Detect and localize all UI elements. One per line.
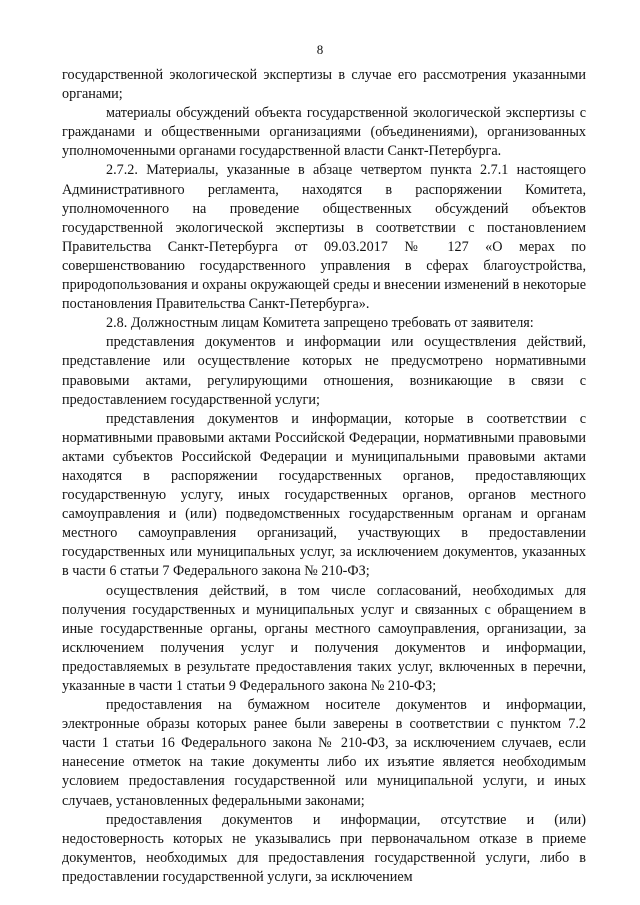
paragraph: представления документов и информации или осуществления действий, представление или осуществление которых не предусмотрено нормативными правовыми актами, регулирующими отношения, возникающие в связи с предоставлением государственной услуги; — [62, 334, 586, 408]
paragraph: 2.7.2. Материалы, указанные в абзаце четвертом пункта 2.7.1 настоящего Административного регламента, находятся в распоряжении Комитета, уполномоченного на проведение общественных обсуждений объектов государственной экологической экспертизы в соответствии с постановлением Правительства Санкт-Петербурга от 09.03.2017 № 127 «О мерах по совершенствованию государственного управления в сферах благоустройства, природопользования и охраны окружающей среды и внесении изменений в некоторые постановления Правительства Санкт-Петербурга». — [62, 162, 586, 313]
paragraph: осуществления действий, в том числе согласований, необходимых для получения государственных и муниципальных услуг и связанных с обращением в иные государственные органы, органы местного самоуправления, организации, за исключением получения услуг и получения документов и информации, предоставляемых в результате предоставления таких услуг, включенных в перечни, указанные в части 1 статьи 9 Федерального закона № 210-ФЗ; — [62, 582, 586, 694]
paragraph: предоставления документов и информации, отсутствие и (или) недостоверность которых не указывались при первоначальном отказе в приеме документов, необходимых для предоставления государственной услуги, либо в предоставлении государственной услуги, за исключением — [62, 811, 586, 885]
paragraph: представления документов и информации, которые в соответствии с нормативными правовыми актами Российской Федерации, нормативными правовыми актами субъектов Российской Федерации и муниципальными правовыми актами находятся в распоряжении государственных органов, предоставляющих государственную услугу, иных государственных органов, органов местного самоуправления и (или) подведомственных государственным органам и органам местного самоуправления организаций, участвующих в предоставлении государственных или муниципальных услуг, за исключением документов, указанных в части 6 статьи 7 Федерального закона № 210-ФЗ; — [62, 410, 586, 580]
paragraph: предоставления на бумажном носителе документов и информации, электронные образы которых ранее были заверены в соответствии с пунктом 7.2 части 1 статьи 16 Федерального закона № 210-ФЗ, за исключением случаев, если нанесение отметок на такие документы либо их изъятие является необходимым условием предоставления государственной или муниципальной услуги, и иных случаев, установленных федеральными законами; — [62, 697, 586, 809]
page-number: 8 — [316, 42, 324, 57]
paragraph: государственной экологической экспертизы в случае его рассмотрения указанными органами; — [62, 67, 586, 103]
paragraph: материалы обсуждений объекта государственной экологической экспертизы с гражданами и общественными организациями (объединениями), организованных уполномоченными органами государственной власти Санкт-Петербурга. — [62, 105, 586, 160]
paragraph: 2.8. Должностным лицам Комитета запрещено требовать от заявителя: — [106, 315, 534, 332]
document-body — [62, 66, 586, 887]
